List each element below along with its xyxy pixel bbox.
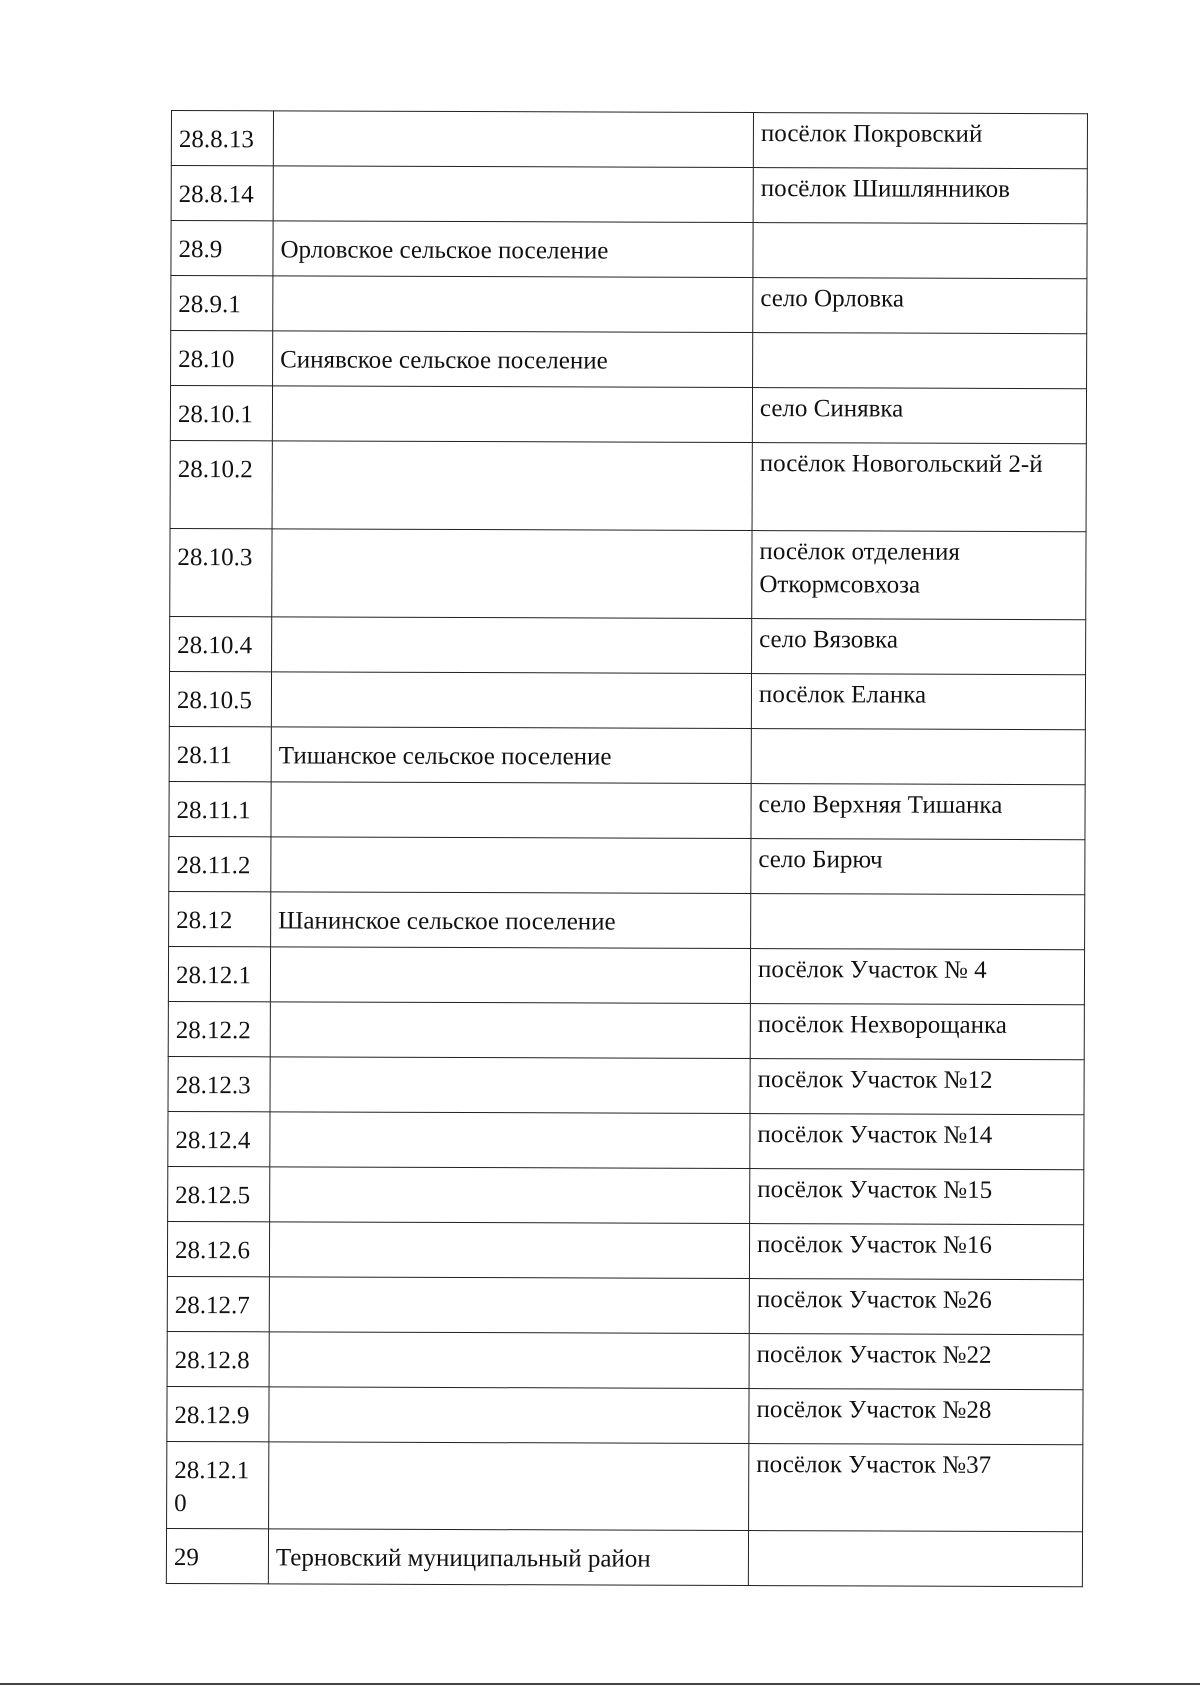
row-number: 28.12.8 [174,1347,250,1375]
row-number-cell [166,1528,268,1583]
locality-cell [751,729,1085,785]
settlement-name [278,847,742,851]
locality-name [760,337,1078,338]
locality-cell [750,949,1084,1005]
row-number-cell [168,946,270,1001]
row-number: 28.9.1 [178,291,241,319]
settlement-name [277,1342,741,1346]
locality-name: село Синявка [759,395,904,423]
settlement-name-cell [269,1332,749,1389]
table-row [170,616,1086,674]
locality-cell [749,1334,1083,1390]
row-number-cell [169,726,271,781]
locality-name: посёлок Еланка [758,681,927,709]
settlement-name-cell [273,276,753,333]
table-row [166,1528,1082,1586]
row-number: 28.10.2 [177,456,253,484]
row-number: 28.11 [176,742,233,770]
settlement-name-cell [271,892,751,949]
settlement-name [278,1012,742,1016]
locality-name: посёлок Участок №26 [756,1286,992,1314]
settlement-name-cell [272,441,752,531]
settlement-name [281,121,745,125]
row-number: 28.12 [176,907,233,935]
locality-name: посёлок Покровский [760,120,983,148]
locality-cell [753,333,1087,389]
settlement-name [279,627,743,631]
locality-cell [750,1169,1084,1225]
locality-cell [751,784,1085,840]
page-bottom-rule [0,1683,1200,1685]
row-number: 28.9 [178,236,223,264]
table-row [167,1276,1083,1334]
row-number-cell [167,1221,269,1276]
row-number: 28.12.3 [175,1072,251,1100]
locality-name: село Верхняя Тишанка [758,791,1003,819]
table-row [168,946,1084,1004]
row-number-cell [167,1386,269,1441]
row-number-cell [167,1441,269,1528]
locality-cell [749,1389,1083,1445]
table-row [167,1331,1083,1389]
settlement-name [280,451,744,455]
row-number: 28.12.4 [175,1127,251,1155]
settlement-name-cell [272,617,752,674]
locality-cell [749,1279,1083,1335]
table-row [171,276,1087,334]
settlement-name-cell [271,672,751,729]
locality-cell [753,223,1087,279]
table-row [171,221,1087,279]
table-row [169,726,1085,784]
table-row [171,331,1087,389]
settlement-name [279,539,743,543]
row-number: 28.10 [178,346,235,374]
locality-name: село Орловка [760,285,904,313]
table-row [167,1441,1083,1531]
settlements-table [166,110,1088,1587]
row-number: 28.12.2 [175,1017,251,1045]
settlement-name-cell [273,111,753,168]
settlement-name-cell [270,1167,750,1224]
table-row [169,781,1085,839]
row-number: 28.12.9 [174,1402,250,1430]
table-row [171,111,1087,169]
settlement-name-cell [272,386,752,443]
locality-cell [753,113,1087,169]
settlement-name-cell [271,782,751,839]
settlement-name-cell [269,1277,749,1334]
row-number: 28.8.14 [178,181,254,209]
settlement-name [277,1122,741,1126]
locality-name: посёлок Новогольский 2-й [759,450,1043,479]
locality-cell [752,388,1086,444]
settlement-name [280,286,744,290]
row-number-cell [169,836,271,891]
settlement-name-cell [270,1112,750,1169]
locality-name: посёлок Участок №14 [757,1121,993,1149]
locality-cell [752,619,1086,675]
locality-name: посёлок Участок №16 [756,1231,992,1259]
row-number: 28.10.1 [177,401,253,429]
row-number-cell [168,1001,270,1056]
locality-cell [748,1531,1082,1587]
locality-name: посёлок отделения Откормсовхоза [759,538,960,599]
locality-name: посёлок Участок №28 [756,1396,992,1424]
locality-cell [752,531,1086,620]
settlement-name-cell [269,1442,749,1531]
locality-name: посёлок Нехворощанка [757,1011,1007,1039]
row-number-cell [170,386,272,441]
table-row [168,1111,1084,1169]
locality-cell [751,894,1085,950]
table-row [170,440,1086,531]
row-number-cell [171,221,273,276]
row-number-cell [171,166,273,221]
settlement-name [276,1452,740,1456]
table-row [169,836,1085,894]
locality-cell [749,1224,1083,1280]
settlement-name [281,176,745,180]
locality-name [758,898,1076,899]
settlement-name-cell [269,1387,749,1444]
settlement-name: Орловское сельское поселение [280,236,609,265]
table-row [168,1166,1084,1224]
row-number: 28.11.2 [176,852,251,880]
settlement-name [279,792,743,796]
locality-name: посёлок Участок №22 [756,1341,992,1369]
table-row [168,1001,1084,1059]
settlement-name [278,1067,742,1071]
locality-name [761,227,1079,228]
settlement-name-cell [273,331,753,388]
row-number: 28.12.1 [175,962,252,990]
row-number-cell [168,1111,270,1166]
settlement-name [276,1397,740,1401]
row-number-cell [170,528,272,616]
table-row [169,891,1085,949]
table-row [171,166,1087,224]
row-number: 29 [173,1544,199,1572]
row-number: 28.10.4 [177,632,253,660]
row-number: 28.11.1 [176,797,251,825]
table-row [168,1056,1084,1114]
row-number: 28.12.5 [175,1182,251,1210]
table-row [170,528,1086,619]
settlement-name-cell [273,166,753,223]
locality-name [759,733,1077,734]
row-number: 28.10.5 [176,687,252,715]
settlement-name-cell [271,727,751,784]
row-number: 28.12.10 [174,1457,250,1518]
row-number-cell [170,440,272,528]
row-number: 28.10.3 [177,544,253,572]
locality-cell [751,839,1085,895]
locality-cell [751,674,1085,730]
locality-cell [753,168,1087,224]
locality-name: село Бирюч [758,846,883,874]
row-number: 28.12.7 [174,1292,250,1320]
settlement-name [277,1177,741,1181]
row-number-cell [167,1331,269,1386]
settlement-name-cell [270,1002,750,1059]
settlement-name: Терновский муниципальный район [275,1544,651,1573]
locality-cell [749,1444,1083,1532]
locality-name: посёлок Шишлянников [760,175,1010,203]
settlement-name: Синявское сельское поселение [280,346,608,375]
settlement-name [277,1287,741,1291]
settlement-name-cell [271,837,751,894]
locality-cell [750,1114,1084,1170]
locality-name: посёлок Участок №12 [757,1066,993,1094]
table-row [169,671,1085,729]
row-number-cell [169,671,271,726]
row-number-cell [169,781,271,836]
row-number-cell [170,616,272,671]
row-number-cell [169,891,271,946]
table-row [170,386,1086,444]
locality-name: посёлок Участок № 4 [757,956,987,984]
locality-name: посёлок Участок №37 [756,1451,992,1479]
settlement-name-cell [270,947,750,1004]
row-number-cell [171,331,273,386]
table-body [166,111,1087,1587]
locality-cell [750,1059,1084,1115]
settlement-name [277,1232,741,1236]
settlement-name-cell [272,529,752,619]
settlement-name: Шанинское сельское поселение [278,907,616,936]
locality-name: посёлок Участок №15 [757,1176,993,1204]
row-number-cell [171,111,273,166]
row-number: 28.8.13 [178,126,254,154]
locality-cell [752,443,1086,532]
settlement-name-cell [273,221,753,278]
row-number: 28.12.6 [174,1237,251,1265]
settlement-name-cell [269,1222,749,1279]
row-number-cell [168,1056,270,1111]
settlement-name [278,957,742,961]
locality-name: село Вязовка [759,626,898,654]
row-number-cell [171,276,273,331]
settlement-name [279,682,743,686]
row-number-cell [168,1166,270,1221]
table-row [167,1386,1083,1444]
settlement-name-cell [268,1529,748,1586]
table-row [167,1221,1083,1279]
row-number-cell [167,1276,269,1331]
locality-cell [750,1004,1084,1060]
settlement-name-cell [270,1057,750,1114]
settlement-name [280,396,744,400]
locality-name [756,1535,1074,1536]
locality-cell [753,278,1087,334]
settlement-name: Тишанское сельское поселение [278,742,612,771]
